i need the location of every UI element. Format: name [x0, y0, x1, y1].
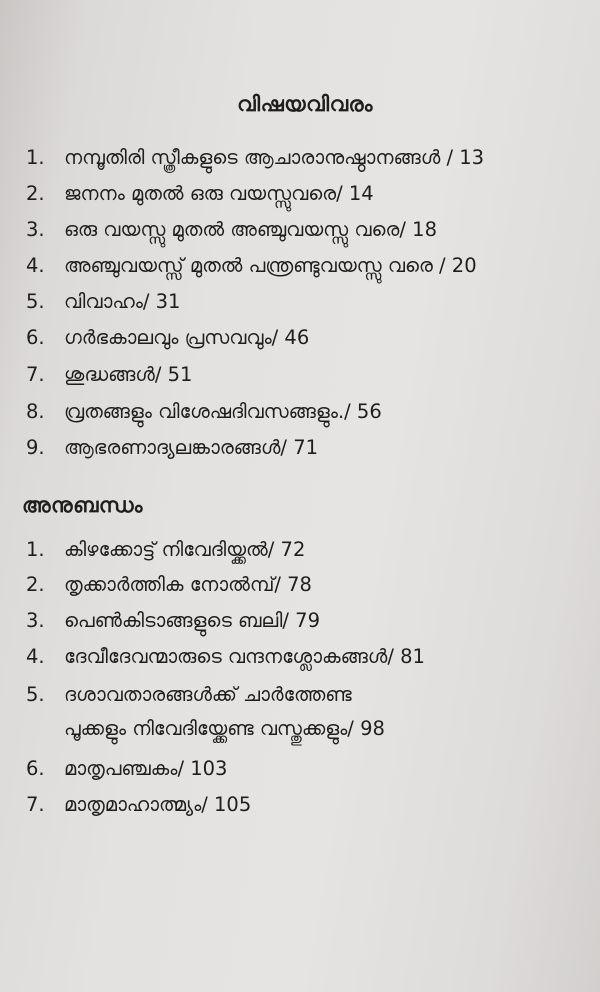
item-number: 9. — [26, 436, 45, 459]
item-text-continued: പൂക്കളും നിവേദിയ്ക്കേണ്ട വസ്തുക്കളും/ 98 — [64, 717, 385, 740]
item-number: 4. — [26, 254, 45, 277]
item-number: 2. — [26, 182, 45, 205]
appendix-item-6 — [0, 757, 600, 791]
item-number: 5. — [26, 683, 45, 706]
item-number: 3. — [26, 218, 45, 241]
item-text: ഗർഭകാലവും പ്രസവവും/ 46 — [64, 326, 310, 349]
item-text: ആഭരണാദ്യലങ്കാരങ്ങൾ/ 71 — [64, 436, 319, 459]
item-number: 7. — [26, 363, 45, 386]
contents-item-1 — [0, 146, 600, 180]
item-number: 1. — [26, 146, 45, 169]
item-text: ജനനം മുതൽ ഒരു വയസ്സുവരെ/ 14 — [64, 182, 374, 205]
appendix-item-3 — [0, 609, 600, 643]
contents-item-8 — [0, 400, 600, 434]
item-text: ശുദ്ധങ്ങൾ/ 51 — [64, 363, 193, 386]
item-text: ദേവീദേവന്മാരുടെ വന്ദനശ്ലോകങ്ങൾ/ 81 — [64, 645, 425, 668]
item-text: നമ്പൂതിരി സ്ത്രീകളുടെ ആചാരാനുഷ്ഠാനങ്ങൾ / 13 — [64, 146, 485, 169]
appendix-item-4 — [0, 645, 600, 679]
contents-item-5 — [0, 290, 600, 324]
item-text: ദശാവതാരങ്ങൾക്ക് ചാർത്തേണ്ട — [64, 683, 352, 706]
contents-item-3 — [0, 218, 600, 252]
item-number: 2. — [26, 573, 45, 596]
item-number: 3. — [26, 609, 45, 632]
appendix-title: അനുബന്ധം — [22, 493, 143, 517]
contents-item-6 — [0, 326, 600, 360]
appendix-item-2 — [0, 573, 600, 607]
item-text: വ്രതങ്ങളും വിശേഷദിവസങ്ങളും./ 56 — [64, 400, 382, 423]
appendix-item-1 — [0, 538, 600, 572]
contents-title: വിഷയവിവരം — [237, 92, 373, 116]
item-number: 6. — [26, 326, 45, 349]
item-text: ഒരു വയസ്സു മുതൽ അഞ്ചുവയസ്സു വരെ/ 18 — [64, 218, 437, 241]
contents-item-9 — [0, 436, 600, 470]
item-text: കിഴക്കോട്ട് നിവേദിയ്ക്കൽ/ 72 — [64, 538, 306, 561]
item-text: അഞ്ചുവയസ്സ് മുതൽ പന്ത്രണ്ടുവയസ്സു വരെ / 20 — [64, 254, 477, 277]
item-number: 6. — [26, 757, 45, 780]
item-text: പെൺകിടാങ്ങളുടെ ബലി/ 79 — [64, 609, 320, 632]
appendix-item-7 — [0, 793, 600, 827]
contents-item-2 — [0, 182, 600, 216]
contents-item-7 — [0, 363, 600, 397]
item-text: മാതൃപഞ്ചകം/ 103 — [64, 757, 228, 780]
item-number: 4. — [26, 645, 45, 668]
contents-item-4 — [0, 254, 600, 288]
item-text: വിവാഹം/ 31 — [64, 290, 181, 313]
item-number: 7. — [26, 793, 45, 816]
item-number: 8. — [26, 400, 45, 423]
item-number: 5. — [26, 290, 45, 313]
item-text: തൃക്കാർത്തിക നോൽമ്പ്/ 78 — [64, 573, 312, 596]
item-number: 1. — [26, 538, 45, 561]
appendix-item-5 — [0, 683, 600, 753]
item-text: മാതൃമാഹാത്മ്യം/ 105 — [64, 793, 252, 816]
